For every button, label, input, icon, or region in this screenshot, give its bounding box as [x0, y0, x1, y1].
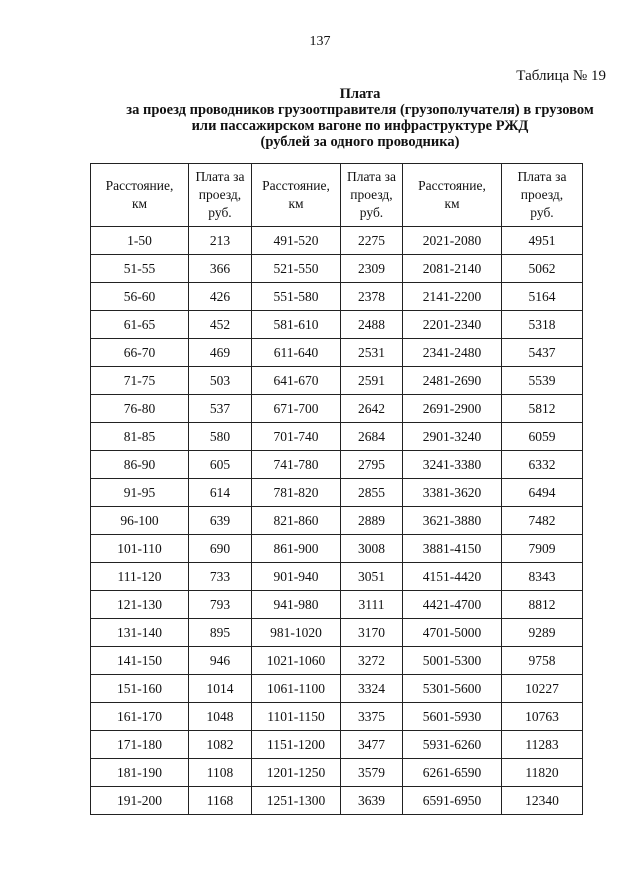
fee-cell: 3051 — [341, 563, 403, 591]
fee-cell: 3639 — [341, 787, 403, 815]
distance-cell: 581-610 — [252, 311, 341, 339]
fee-cell: 2684 — [341, 423, 403, 451]
column-header-2 — [252, 164, 341, 227]
table-row — [91, 563, 583, 591]
column-header-0 — [91, 164, 189, 227]
distance-cell: 2481-2690 — [403, 367, 502, 395]
distance-cell: 491-520 — [252, 227, 341, 255]
distance-cell: 71-75 — [91, 367, 189, 395]
fee-cell: 2531 — [341, 339, 403, 367]
fee-cell: 3008 — [341, 535, 403, 563]
fee-cell: 6059 — [502, 423, 583, 451]
table-row — [91, 395, 583, 423]
table-row — [91, 507, 583, 535]
table-row — [91, 479, 583, 507]
fee-cell: 1168 — [189, 787, 252, 815]
distance-cell: 171-180 — [91, 731, 189, 759]
fee-table — [90, 163, 583, 815]
distance-cell: 2141-2200 — [403, 283, 502, 311]
fee-cell: 793 — [189, 591, 252, 619]
fee-cell: 5318 — [502, 311, 583, 339]
column-header-line: руб. — [359, 205, 384, 220]
distance-cell: 141-150 — [91, 647, 189, 675]
fee-cell: 3375 — [341, 703, 403, 731]
fee-cell: 5437 — [502, 339, 583, 367]
distance-cell: 611-640 — [252, 339, 341, 367]
fee-cell: 503 — [189, 367, 252, 395]
fee-cell: 11820 — [502, 759, 583, 787]
distance-cell: 131-140 — [91, 619, 189, 647]
distance-cell: 1101-1150 — [252, 703, 341, 731]
table-row — [91, 619, 583, 647]
fee-cell: 426 — [189, 283, 252, 311]
fee-cell: 7482 — [502, 507, 583, 535]
fee-cell: 2642 — [341, 395, 403, 423]
distance-cell: 121-130 — [91, 591, 189, 619]
distance-cell: 4421-4700 — [403, 591, 502, 619]
table-body — [91, 227, 583, 815]
distance-cell: 2691-2900 — [403, 395, 502, 423]
table-row — [91, 675, 583, 703]
fee-cell: 3579 — [341, 759, 403, 787]
column-header-line: проезд, — [520, 187, 564, 202]
fee-cell: 5812 — [502, 395, 583, 423]
table-row — [91, 759, 583, 787]
distance-cell: 51-55 — [91, 255, 189, 283]
table-row — [91, 647, 583, 675]
distance-cell: 76-80 — [91, 395, 189, 423]
distance-cell: 2021-2080 — [403, 227, 502, 255]
distance-cell: 1-50 — [91, 227, 189, 255]
fee-cell: 1082 — [189, 731, 252, 759]
fee-cell: 2855 — [341, 479, 403, 507]
distance-cell: 5301-5600 — [403, 675, 502, 703]
distance-cell: 6261-6590 — [403, 759, 502, 787]
fee-cell: 9289 — [502, 619, 583, 647]
distance-cell: 551-580 — [252, 283, 341, 311]
table-heading — [60, 86, 640, 150]
column-header-line: проезд, — [198, 187, 242, 202]
table-row — [91, 535, 583, 563]
distance-cell: 3241-3380 — [403, 451, 502, 479]
distance-cell: 5001-5300 — [403, 647, 502, 675]
distance-cell: 191-200 — [91, 787, 189, 815]
distance-cell: 56-60 — [91, 283, 189, 311]
table-row — [91, 227, 583, 255]
distance-cell: 3381-3620 — [403, 479, 502, 507]
distance-cell: 2341-2480 — [403, 339, 502, 367]
fee-cell: 2889 — [341, 507, 403, 535]
table-row — [91, 311, 583, 339]
fee-cell: 6332 — [502, 451, 583, 479]
table-row — [91, 339, 583, 367]
distance-cell: 61-65 — [91, 311, 189, 339]
fee-cell: 605 — [189, 451, 252, 479]
fee-cell: 1014 — [189, 675, 252, 703]
heading-line-4: (рублей за одного проводника) — [260, 134, 460, 150]
table-row — [91, 731, 583, 759]
column-header-line: Расстояние, — [262, 178, 330, 193]
fee-cell: 213 — [189, 227, 252, 255]
distance-cell: 3881-4150 — [403, 535, 502, 563]
distance-cell: 96-100 — [91, 507, 189, 535]
fee-cell: 9758 — [502, 647, 583, 675]
fee-cell: 12340 — [502, 787, 583, 815]
fee-cell: 366 — [189, 255, 252, 283]
fee-cell: 2309 — [341, 255, 403, 283]
distance-cell: 5601-5930 — [403, 703, 502, 731]
distance-cell: 981-1020 — [252, 619, 341, 647]
distance-cell: 1021-1060 — [252, 647, 341, 675]
distance-cell: 701-740 — [252, 423, 341, 451]
fee-cell: 1048 — [189, 703, 252, 731]
distance-cell: 4701-5000 — [403, 619, 502, 647]
fee-cell: 3111 — [341, 591, 403, 619]
distance-cell: 86-90 — [91, 451, 189, 479]
table-row — [91, 423, 583, 451]
fee-cell: 11283 — [502, 731, 583, 759]
distance-cell: 941-980 — [252, 591, 341, 619]
column-header-line: Плата за — [517, 169, 567, 184]
column-header-line: км — [131, 196, 148, 211]
fee-cell: 3170 — [341, 619, 403, 647]
fee-cell: 7909 — [502, 535, 583, 563]
distance-cell: 861-900 — [252, 535, 341, 563]
fee-cell: 4951 — [502, 227, 583, 255]
distance-cell: 821-860 — [252, 507, 341, 535]
fee-cell: 2591 — [341, 367, 403, 395]
fee-cell: 8343 — [502, 563, 583, 591]
column-header-5 — [502, 164, 583, 227]
fee-cell: 2488 — [341, 311, 403, 339]
heading-line-3: или пассажирском вагоне по инфраструктуре РЖД — [191, 118, 529, 134]
column-header-line: Расстояние, — [105, 178, 174, 193]
distance-cell: 1151-1200 — [252, 731, 341, 759]
fee-cell: 2795 — [341, 451, 403, 479]
table-label: Таблица № 19 — [516, 68, 606, 84]
distance-cell: 91-95 — [91, 479, 189, 507]
distance-cell: 671-700 — [252, 395, 341, 423]
column-header-4 — [403, 164, 502, 227]
table-row — [91, 703, 583, 731]
distance-cell: 111-120 — [91, 563, 189, 591]
distance-cell: 521-550 — [252, 255, 341, 283]
fee-cell: 614 — [189, 479, 252, 507]
distance-cell: 2901-3240 — [403, 423, 502, 451]
fee-cell: 469 — [189, 339, 252, 367]
table-row — [91, 787, 583, 815]
heading-title: Плата — [339, 86, 381, 102]
distance-cell: 641-670 — [252, 367, 341, 395]
distance-cell: 161-170 — [91, 703, 189, 731]
distance-cell: 81-85 — [91, 423, 189, 451]
distance-cell: 66-70 — [91, 339, 189, 367]
fee-cell: 3324 — [341, 675, 403, 703]
distance-cell: 1201-1250 — [252, 759, 341, 787]
table-header-row — [91, 164, 583, 227]
distance-cell: 151-160 — [91, 675, 189, 703]
table-row — [91, 367, 583, 395]
fee-cell: 733 — [189, 563, 252, 591]
fee-cell: 895 — [189, 619, 252, 647]
column-header-line: Плата за — [195, 169, 245, 184]
fee-cell: 946 — [189, 647, 252, 675]
distance-cell: 6591-6950 — [403, 787, 502, 815]
column-header-line: руб. — [530, 205, 554, 220]
fee-cell: 10227 — [502, 675, 583, 703]
column-header-3 — [341, 164, 403, 227]
fee-cell: 5539 — [502, 367, 583, 395]
page-number: 137 — [309, 34, 331, 49]
distance-cell: 741-780 — [252, 451, 341, 479]
table-row — [91, 451, 583, 479]
table-row — [91, 283, 583, 311]
table-row — [91, 255, 583, 283]
fee-cell: 3477 — [341, 731, 403, 759]
fee-cell: 10763 — [502, 703, 583, 731]
distance-cell: 4151-4420 — [403, 563, 502, 591]
fee-cell: 690 — [189, 535, 252, 563]
fee-cell: 1108 — [189, 759, 252, 787]
fee-cell: 639 — [189, 507, 252, 535]
distance-cell: 2201-2340 — [403, 311, 502, 339]
column-header-line: проезд, — [350, 187, 393, 202]
fee-cell: 452 — [189, 311, 252, 339]
table-row — [91, 591, 583, 619]
distance-cell: 901-940 — [252, 563, 341, 591]
fee-cell: 5062 — [502, 255, 583, 283]
column-header-line: км — [288, 196, 304, 211]
distance-cell: 3621-3880 — [403, 507, 502, 535]
fee-cell: 537 — [189, 395, 252, 423]
distance-cell: 101-110 — [91, 535, 189, 563]
distance-cell: 1251-1300 — [252, 787, 341, 815]
distance-cell: 2081-2140 — [403, 255, 502, 283]
fee-cell: 2378 — [341, 283, 403, 311]
column-header-line: Расстояние, — [418, 178, 486, 193]
heading-line-2: за проезд проводников грузоотправителя (грузополучателя) в грузовом — [126, 102, 594, 118]
fee-cell: 5164 — [502, 283, 583, 311]
column-header-line: руб. — [208, 205, 232, 220]
column-header-1 — [189, 164, 252, 227]
fee-cell: 8812 — [502, 591, 583, 619]
fee-cell: 6494 — [502, 479, 583, 507]
column-header-line: км — [444, 196, 460, 211]
fee-cell: 580 — [189, 423, 252, 451]
distance-cell: 5931-6260 — [403, 731, 502, 759]
distance-cell: 781-820 — [252, 479, 341, 507]
distance-cell: 181-190 — [91, 759, 189, 787]
fee-cell: 2275 — [341, 227, 403, 255]
column-header-line: Плата за — [347, 169, 396, 184]
distance-cell: 1061-1100 — [252, 675, 341, 703]
fee-cell: 3272 — [341, 647, 403, 675]
